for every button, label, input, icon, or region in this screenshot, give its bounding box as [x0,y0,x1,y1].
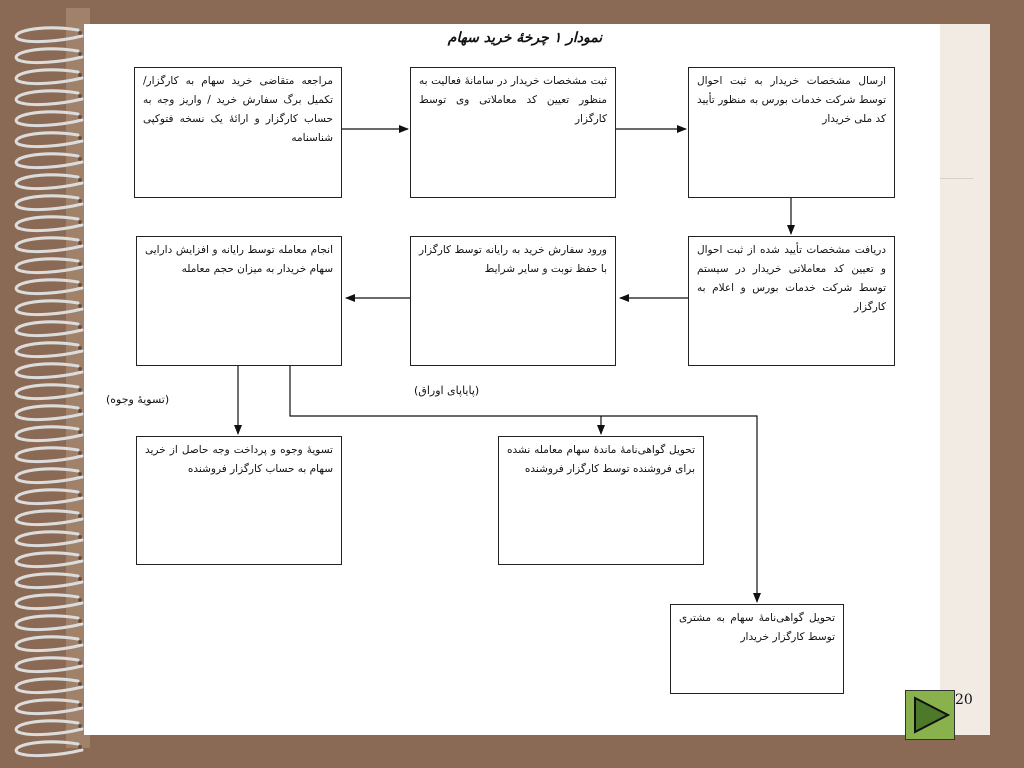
spiral-hole [78,199,82,203]
spiral-hole [78,556,82,560]
spiral-hole [78,346,82,350]
spiral-hole [78,451,82,455]
spiral-hole [78,682,82,686]
page-number: 20 [955,692,973,708]
spiral-hole [78,283,82,287]
spiral-hole [78,619,82,623]
spiral-hole [78,661,82,665]
spiral-hole [78,577,82,581]
spiral-hole [78,73,82,77]
spiral-hole [78,157,82,161]
side-strip [940,24,990,735]
spiral-hole [78,325,82,329]
spiral-hole [78,31,82,35]
spiral-hole [78,388,82,392]
spiral-hole [78,493,82,497]
step-box-buyer-certificate: تحویل گواهی‌نامهٔ سهام به مشتری توسط کارگزار خریدار [670,604,844,694]
spiral-hole [78,640,82,644]
spiral-hole [78,94,82,98]
spiral-hole [78,220,82,224]
label-settlement: (تسویهٔ وجوه) [106,393,170,406]
spiral-hole [78,241,82,245]
spiral-hole [78,535,82,539]
spiral-hole [78,178,82,182]
spiral-hole [78,598,82,602]
step-box-send-identity: ارسال مشخصات خریدار به ثبت احوال توسط شرکت خدمات بورس به منظور تأیید کد ملی خریدار [688,67,895,198]
spiral-hole [78,115,82,119]
spiral-hole [78,136,82,140]
step-box-request: مراجعه متقاضی خرید سهام به کارگزار/ تکمیل برگ سفارش خرید / واریز وجه به حساب کارگزار و ارائهٔ یک نسخه فتوکپی شناسنامه [134,67,342,198]
spiral-hole [78,430,82,434]
spiral-hole [78,52,82,56]
spiral-hole [78,514,82,518]
step-box-trade: انجام معامله توسط رایانه و افزایش دارایی سهام خریدار به میزان حجم معامله [136,236,342,366]
spiral-hole [78,472,82,476]
spiral-hole [78,409,82,413]
spiral-hole [78,745,82,749]
step-box-enter-order: ورود سفارش خرید به رایانه توسط کارگزار با حفظ نوبت و سایر شرایط [410,236,616,366]
step-box-receive-code: دریافت مشخصات تأیید شده از ثبت احوال و تعیین کد معاملاتی خریدار در سیستم توسط شرکت خدمات بورس و اعلام به کارگزار [688,236,895,366]
next-slide-button[interactable] [905,690,955,740]
step-box-seller-certificate: تحویل گواهی‌نامهٔ ماندهٔ سهام معامله نشده برای فروشنده توسط کارگزار فروشنده [498,436,704,565]
step-box-settlement: تسویهٔ وجوه و پرداخت وجه حاصل از خرید سهام به حساب کارگزار فروشنده [136,436,342,565]
diagram-title: نمودار ۱ چرخهٔ خرید سهام [447,30,603,46]
spiral-hole [78,367,82,371]
spiral-hole [78,262,82,266]
label-clearing: (پایاپای اوراق) [414,384,480,397]
spiral-binding [0,0,90,768]
spiral-hole [78,703,82,707]
side-divider [940,178,973,179]
spiral-hole [78,304,82,308]
spiral-hole [78,724,82,728]
step-box-register: ثبت مشخصات خریدار در سامانهٔ فعالیت به منظور تعیین کد معاملاتی وی توسط کارگزار [410,67,616,198]
play-triangle-icon [906,691,954,739]
